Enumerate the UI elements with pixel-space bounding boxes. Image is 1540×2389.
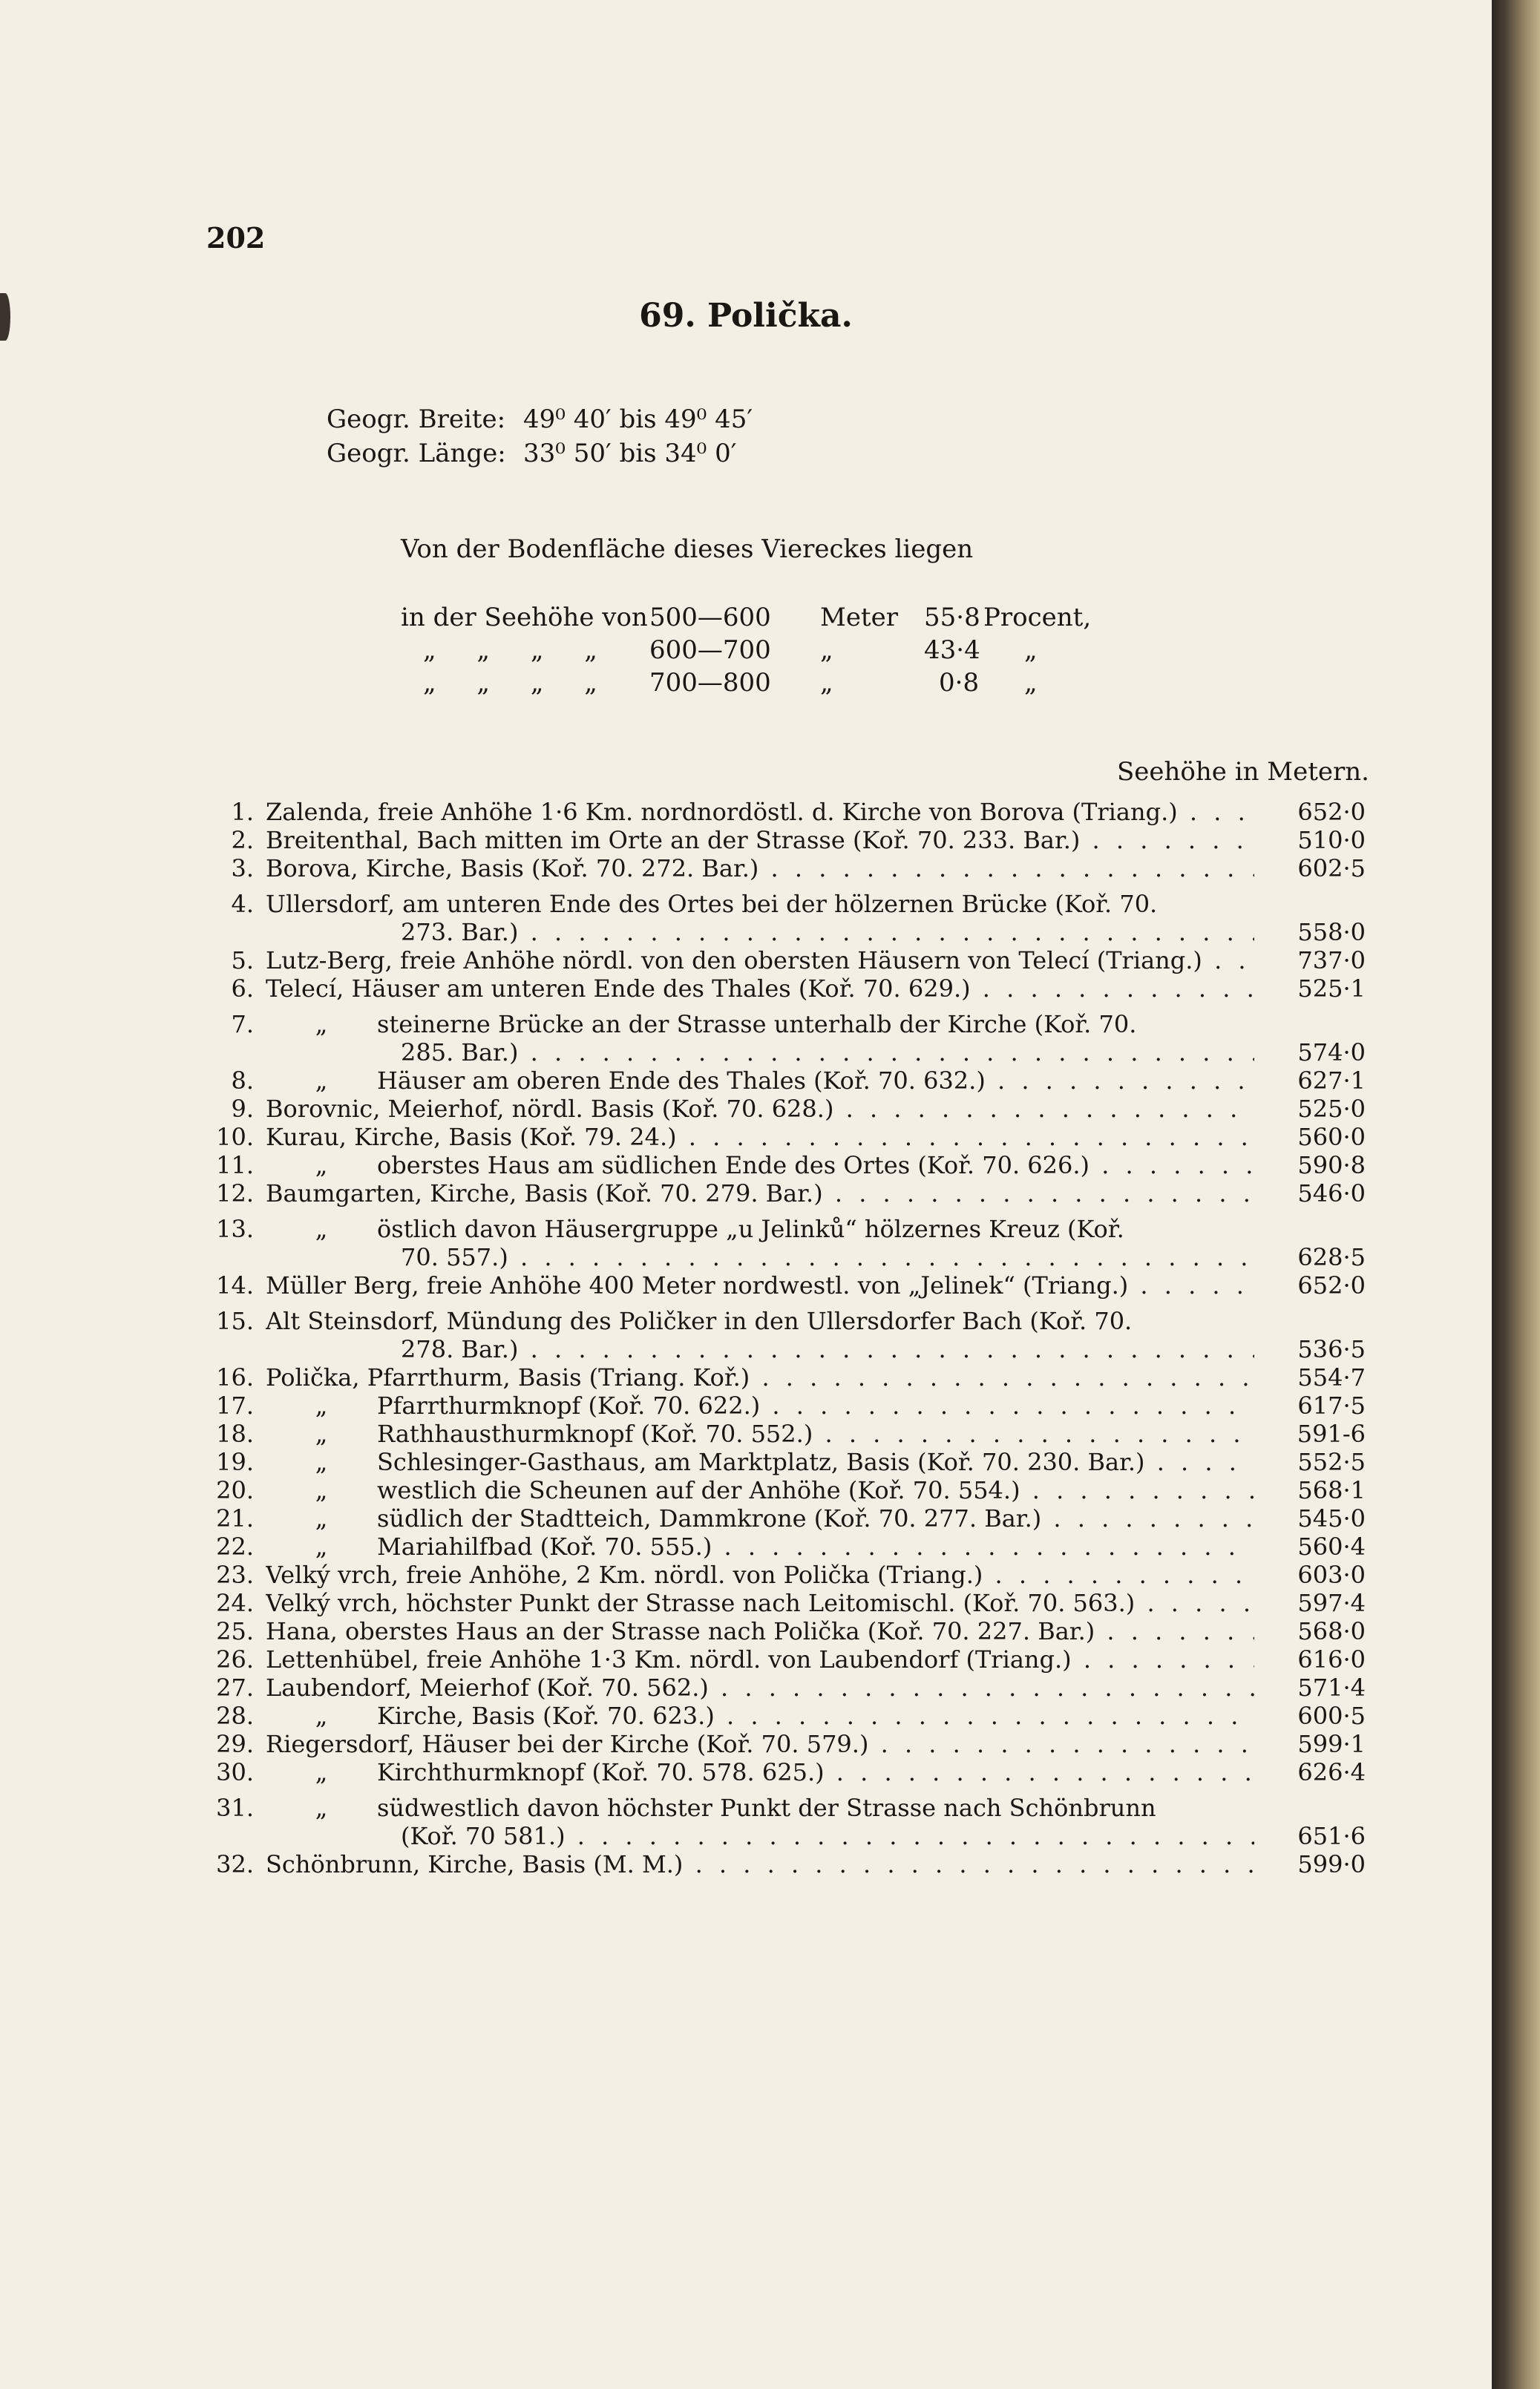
entry-description: Kirchthurmknopf (Koř. 70. 578. 625.) bbox=[377, 1758, 825, 1786]
latitude-label: Geogr. Breite: bbox=[327, 404, 506, 434]
entry-line bbox=[200, 1730, 1366, 1758]
entry-continuation-line bbox=[200, 1243, 1366, 1271]
distribution-range: 500—600 bbox=[649, 603, 771, 632]
entry-text bbox=[266, 854, 1254, 882]
entry-number: 10. bbox=[216, 1123, 254, 1151]
entry-continuation-line bbox=[200, 1822, 1366, 1850]
entry-description: Ullersdorf, am unteren Ende des Ortes bei der hölzernen Brücke (Koř. 70. bbox=[266, 890, 1158, 918]
ditto-mark: „ bbox=[315, 1066, 328, 1095]
longitude-label: Geogr. Länge: bbox=[327, 439, 506, 468]
entry-line bbox=[200, 1392, 1366, 1420]
entry-continuation: 285. Bar.) . . . bbox=[401, 1038, 1254, 1066]
entry-line bbox=[200, 1307, 1366, 1335]
entry-continuation-line bbox=[200, 1038, 1366, 1066]
entry-number: 13. bbox=[216, 1215, 254, 1243]
entry-description: Hana, oberstes Haus an der Strasse nach Polička (Koř. 70. 227. Bar.) bbox=[266, 1617, 1095, 1645]
entry-elevation: 558·0 bbox=[1297, 918, 1366, 946]
elevation-entry bbox=[200, 1420, 1366, 1448]
entry-elevation: 568·1 bbox=[1297, 1476, 1366, 1504]
entry-elevation: 616·0 bbox=[1297, 1645, 1366, 1674]
entry-description: Lettenhübel, freie Anhöhe 1·3 Km. nördl. von Laubendorf (Triang.) bbox=[266, 1645, 1072, 1674]
entry-text bbox=[266, 1702, 1254, 1730]
entry-line bbox=[200, 1476, 1366, 1504]
section-title bbox=[0, 297, 1492, 335]
entry-text bbox=[266, 826, 1254, 854]
entry-text bbox=[266, 1533, 1254, 1561]
entry-text bbox=[266, 1448, 1254, 1476]
ditto-mark: „ bbox=[315, 1702, 328, 1730]
entry-continuation-line bbox=[200, 918, 1366, 946]
entry-line bbox=[200, 1010, 1366, 1038]
entry-description: steinerne Brücke an der Strasse unterhalb der Kirche (Koř. 70. bbox=[377, 1010, 1137, 1038]
entry-elevation: 574·0 bbox=[1297, 1038, 1366, 1066]
geo-coordinates bbox=[327, 402, 753, 471]
elevation-entry bbox=[200, 1730, 1366, 1758]
entry-line bbox=[200, 1617, 1366, 1645]
ditto-mark: „ bbox=[315, 1794, 328, 1822]
entry-description: Mariahilfbad (Koř. 70. 555.) bbox=[377, 1533, 712, 1561]
elevation-entry bbox=[200, 1179, 1366, 1207]
entry-number: 25. bbox=[216, 1617, 254, 1645]
entry-description: südwestlich davon höchster Punkt der Strasse nach Schönbrunn bbox=[377, 1794, 1156, 1822]
entry-elevation: 536·5 bbox=[1297, 1335, 1366, 1363]
distribution-suffix: „ bbox=[1024, 668, 1038, 698]
elevation-entry bbox=[200, 1123, 1366, 1151]
entry-number: 21. bbox=[216, 1504, 254, 1533]
elevation-entry bbox=[200, 1066, 1366, 1095]
entry-elevation: 737·0 bbox=[1297, 946, 1366, 974]
ditto-mark: „ bbox=[315, 1758, 328, 1786]
latitude-row bbox=[327, 402, 753, 436]
entry-text bbox=[266, 1307, 1254, 1335]
elevation-entry bbox=[200, 1207, 1366, 1271]
entry-line bbox=[200, 826, 1366, 854]
entry-text bbox=[266, 1215, 1254, 1243]
entry-text bbox=[266, 1066, 1254, 1095]
entry-number: 4. bbox=[231, 890, 254, 918]
entry-description: westlich die Scheunen auf der Anhöhe (Koř. 70. 554.) bbox=[377, 1476, 1020, 1504]
entry-description: Velký vrch, freie Anhöhe, 2 Km. nördl. von Polička (Triang.) bbox=[266, 1561, 983, 1589]
entry-elevation: 651·6 bbox=[1297, 1822, 1366, 1850]
elevation-entry bbox=[200, 946, 1366, 974]
distribution-range: 700—800 bbox=[649, 668, 771, 698]
entry-line bbox=[200, 1758, 1366, 1786]
elevation-entry bbox=[200, 1786, 1366, 1850]
entry-elevation: 628·5 bbox=[1297, 1243, 1366, 1271]
entry-description: Pfarrthurmknopf (Koř. 70. 622.) bbox=[377, 1392, 761, 1420]
longitude-row bbox=[327, 436, 753, 471]
entry-line bbox=[200, 1066, 1366, 1095]
elevation-entry bbox=[200, 1504, 1366, 1533]
elevation-list bbox=[200, 798, 1366, 1878]
entry-text bbox=[266, 1392, 1254, 1420]
entry-number: 23. bbox=[216, 1561, 254, 1589]
entry-number: 27. bbox=[216, 1674, 254, 1702]
elevation-entry bbox=[200, 1702, 1366, 1730]
entry-number: 29. bbox=[216, 1730, 254, 1758]
distribution-percent: 55·8 bbox=[924, 603, 980, 632]
elevation-entry bbox=[200, 1561, 1366, 1589]
entry-elevation: 560·4 bbox=[1297, 1533, 1366, 1561]
entry-elevation: 603·0 bbox=[1297, 1561, 1366, 1589]
entry-elevation: 626·4 bbox=[1297, 1758, 1366, 1786]
distribution-unit: „ bbox=[820, 635, 833, 665]
entry-description: Velký vrch, höchster Punkt der Strasse nach Leitomischl. (Koř. 70. 563.) bbox=[266, 1589, 1136, 1617]
entry-description: Riegersdorf, Häuser bei der Kirche (Koř. 70. 579.) bbox=[266, 1730, 869, 1758]
entry-line bbox=[200, 1271, 1366, 1300]
distribution-unit: „ bbox=[820, 668, 833, 698]
entry-number: 14. bbox=[216, 1271, 254, 1300]
elevation-entry bbox=[200, 1271, 1366, 1300]
elevation-entry bbox=[200, 1448, 1366, 1476]
entry-number: 11. bbox=[216, 1151, 254, 1179]
entry-line bbox=[200, 1702, 1366, 1730]
entry-description: Breitenthal, Bach mitten im Orte an der Strasse (Koř. 70. 233. Bar.) bbox=[266, 826, 1081, 854]
entry-text bbox=[266, 1850, 1254, 1878]
intro-text: Von der Bodenfläche dieses Viereckes liegen bbox=[401, 534, 974, 564]
latitude-value: 49⁰ 40′ bis 49⁰ 45′ bbox=[523, 404, 753, 434]
entry-description: südlich der Stadtteich, Dammkrone (Koř. 70. 277. Bar.) bbox=[377, 1504, 1042, 1533]
entry-number: 16. bbox=[216, 1363, 254, 1392]
entry-number: 8. bbox=[231, 1066, 254, 1095]
section-title-text: 69. Polička. bbox=[639, 297, 853, 335]
entry-text bbox=[266, 1095, 1254, 1123]
entry-elevation: 554·7 bbox=[1297, 1363, 1366, 1392]
entry-text bbox=[266, 1674, 1254, 1702]
distribution-unit: Meter bbox=[820, 603, 898, 632]
entry-description: Kirche, Basis (Koř. 70. 623.) bbox=[377, 1702, 715, 1730]
entry-description: Kurau, Kirche, Basis (Koř. 79. 24.) bbox=[266, 1123, 677, 1151]
entry-text bbox=[266, 1151, 1254, 1179]
entry-description: Baumgarten, Kirche, Basis (Koř. 70. 279. Bar.) bbox=[266, 1179, 823, 1207]
entry-text bbox=[266, 1420, 1254, 1448]
entry-description: Borovnic, Meierhof, nördl. Basis (Koř. 70. 628.) bbox=[266, 1095, 834, 1123]
entry-description: Häuser am oberen Ende des Thales (Koř. 70. 632.) bbox=[377, 1066, 986, 1095]
entry-elevation: 525·1 bbox=[1297, 974, 1366, 1003]
distribution-prefix: „ „ „ „ bbox=[423, 668, 614, 698]
entry-text bbox=[266, 1363, 1254, 1392]
entry-line bbox=[200, 1794, 1366, 1822]
entry-line bbox=[200, 974, 1366, 1003]
entry-number: 26. bbox=[216, 1645, 254, 1674]
distribution-suffix: „ bbox=[1024, 635, 1038, 665]
entry-number: 1. bbox=[231, 798, 254, 826]
entry-elevation: 590·8 bbox=[1297, 1151, 1366, 1179]
entry-continuation: 273. Bar.) . . . bbox=[401, 918, 1254, 946]
elevation-entry bbox=[200, 1095, 1366, 1123]
elevation-entry bbox=[200, 854, 1366, 882]
entry-elevation: 525·0 bbox=[1297, 1095, 1366, 1123]
entry-line bbox=[200, 1095, 1366, 1123]
entry-continuation: 70. 557.) . . . bbox=[401, 1243, 1254, 1271]
elevation-entry bbox=[200, 1645, 1366, 1674]
ditto-mark: „ bbox=[315, 1504, 328, 1533]
entry-elevation: 599·1 bbox=[1297, 1730, 1366, 1758]
entry-continuation-line bbox=[200, 1335, 1366, 1363]
longitude-value: 33⁰ 50′ bis 34⁰ 0′ bbox=[523, 439, 737, 468]
entry-description: Schlesinger-Gasthaus, am Marktplatz, Basis (Koř. 70. 230. Bar.) bbox=[377, 1448, 1145, 1476]
entry-text bbox=[266, 974, 1254, 1003]
entry-text bbox=[266, 1589, 1254, 1617]
entry-number: 9. bbox=[231, 1095, 254, 1123]
entry-description: Schönbrunn, Kirche, Basis (M. M.) bbox=[266, 1850, 684, 1878]
entry-elevation: 560·0 bbox=[1297, 1123, 1366, 1151]
entry-elevation: 591-6 bbox=[1297, 1420, 1366, 1448]
entry-number: 32. bbox=[216, 1850, 254, 1878]
entry-text bbox=[266, 1561, 1254, 1589]
entry-number: 7. bbox=[231, 1010, 254, 1038]
elevation-entry bbox=[200, 1589, 1366, 1617]
entry-elevation: 617·5 bbox=[1297, 1392, 1366, 1420]
entry-number: 28. bbox=[216, 1702, 254, 1730]
entry-text bbox=[266, 1645, 1254, 1674]
elevation-entry bbox=[200, 1392, 1366, 1420]
entry-line bbox=[200, 1504, 1366, 1533]
entry-line bbox=[200, 1674, 1366, 1702]
entry-line bbox=[200, 1151, 1366, 1179]
entry-number: 19. bbox=[216, 1448, 254, 1476]
entry-number: 5. bbox=[231, 946, 254, 974]
distribution-range: 600—700 bbox=[649, 635, 771, 665]
distribution-prefix: in der Seehöhe von bbox=[401, 603, 648, 632]
ditto-mark: „ bbox=[315, 1151, 328, 1179]
distribution-percent: 0·8 bbox=[939, 668, 980, 698]
entry-number: 15. bbox=[216, 1307, 254, 1335]
elevation-entry bbox=[200, 798, 1366, 826]
entry-description: Polička, Pfarrthurm, Basis (Triang. Koř.) bbox=[266, 1363, 750, 1392]
page-number: 202 bbox=[206, 221, 266, 255]
entry-line bbox=[200, 1645, 1366, 1674]
entry-elevation: 552·5 bbox=[1297, 1448, 1366, 1476]
entry-line bbox=[200, 1215, 1366, 1243]
entry-elevation: 600·5 bbox=[1297, 1702, 1366, 1730]
entry-description: Alt Steinsdorf, Mündung des Poličker in den Ullersdorfer Bach (Koř. 70. bbox=[266, 1307, 1133, 1335]
elevation-entry bbox=[200, 1476, 1366, 1504]
entry-number: 30. bbox=[216, 1758, 254, 1786]
entry-line bbox=[200, 1363, 1366, 1392]
entry-description: Laubendorf, Meierhof (Koř. 70. 562.) bbox=[266, 1674, 709, 1702]
entry-line bbox=[200, 1561, 1366, 1589]
entry-text bbox=[266, 1794, 1254, 1822]
entry-text bbox=[266, 1758, 1254, 1786]
entry-text bbox=[266, 1010, 1254, 1038]
entry-text bbox=[266, 1123, 1254, 1151]
entry-elevation: 510·0 bbox=[1297, 826, 1366, 854]
entry-elevation: 599·0 bbox=[1297, 1850, 1366, 1878]
entry-description: Borova, Kirche, Basis (Koř. 70. 272. Bar.) bbox=[266, 854, 759, 882]
elevation-entry bbox=[200, 974, 1366, 1003]
entry-elevation: 568·0 bbox=[1297, 1617, 1366, 1645]
entry-text bbox=[266, 1730, 1254, 1758]
elevation-entry bbox=[200, 882, 1366, 946]
distribution-prefix: „ „ „ „ bbox=[423, 635, 614, 665]
ditto-mark: „ bbox=[315, 1215, 328, 1243]
unit-label: Seehöhe in Metern. bbox=[1117, 757, 1369, 787]
entry-number: 22. bbox=[216, 1533, 254, 1561]
entry-continuation: (Koř. 70 581.) . . . bbox=[401, 1822, 1254, 1850]
entry-number: 31. bbox=[216, 1794, 254, 1822]
book-spine bbox=[1492, 0, 1540, 2389]
elevation-entry bbox=[200, 1003, 1366, 1066]
entry-elevation: 597·4 bbox=[1297, 1589, 1366, 1617]
entry-text bbox=[266, 1476, 1254, 1504]
entry-text bbox=[266, 1271, 1254, 1300]
ditto-mark: „ bbox=[315, 1010, 328, 1038]
elevation-entry bbox=[200, 1533, 1366, 1561]
elevation-entry bbox=[200, 1363, 1366, 1392]
entry-line bbox=[200, 1123, 1366, 1151]
ditto-mark: „ bbox=[315, 1448, 328, 1476]
entry-elevation: 627·1 bbox=[1297, 1066, 1366, 1095]
entry-text bbox=[266, 1504, 1254, 1533]
ditto-mark: „ bbox=[315, 1476, 328, 1504]
elevation-entry bbox=[200, 826, 1366, 854]
entry-line bbox=[200, 1533, 1366, 1561]
entry-description: Müller Berg, freie Anhöhe 400 Meter nordwestl. von „Jelinek“ (Triang.) bbox=[266, 1271, 1129, 1300]
elevation-entry bbox=[200, 1617, 1366, 1645]
entry-line bbox=[200, 890, 1366, 918]
entry-number: 3. bbox=[231, 854, 254, 882]
entry-description: Telecí, Häuser am unteren Ende des Thales (Koř. 70. 629.) bbox=[266, 974, 971, 1003]
entry-number: 17. bbox=[216, 1392, 254, 1420]
elevation-entry bbox=[200, 1850, 1366, 1878]
entry-description: Lutz-Berg, freie Anhöhe nördl. von den obersten Häusern von Telecí (Triang.) bbox=[266, 946, 1202, 974]
ditto-mark: „ bbox=[315, 1420, 328, 1448]
elevation-entry bbox=[200, 1300, 1366, 1363]
ditto-mark: „ bbox=[315, 1392, 328, 1420]
entry-continuation: 278. Bar.) . . . bbox=[401, 1335, 1254, 1363]
distribution-suffix: Procent, bbox=[983, 603, 1092, 632]
entry-elevation: 602·5 bbox=[1297, 854, 1366, 882]
entry-line bbox=[200, 1850, 1366, 1878]
entry-number: 18. bbox=[216, 1420, 254, 1448]
entry-description: Zalenda, freie Anhöhe 1·6 Km. nordnordöstl. d. Kirche von Borova (Triang.) bbox=[266, 798, 1178, 826]
entry-number: 6. bbox=[231, 974, 254, 1003]
entry-number: 20. bbox=[216, 1476, 254, 1504]
entry-text bbox=[266, 1179, 1254, 1207]
entry-elevation: 571·4 bbox=[1297, 1674, 1366, 1702]
elevation-entry bbox=[200, 1758, 1366, 1786]
entry-number: 24. bbox=[216, 1589, 254, 1617]
entry-line bbox=[200, 1448, 1366, 1476]
entry-description: oberstes Haus am südlichen Ende des Ortes (Koř. 70. 626.) bbox=[377, 1151, 1090, 1179]
entry-line bbox=[200, 1179, 1366, 1207]
entry-line bbox=[200, 854, 1366, 882]
entry-elevation: 546·0 bbox=[1297, 1179, 1366, 1207]
entry-text bbox=[266, 798, 1254, 826]
entry-line bbox=[200, 798, 1366, 826]
entry-number: 12. bbox=[216, 1179, 254, 1207]
entry-line bbox=[200, 946, 1366, 974]
entry-description: östlich davon Häusergruppe „u Jelinků“ hölzernes Kreuz (Koř. bbox=[377, 1215, 1124, 1243]
elevation-entry bbox=[200, 1674, 1366, 1702]
entry-number: 2. bbox=[231, 826, 254, 854]
entry-text bbox=[266, 1617, 1254, 1645]
entry-elevation: 652·0 bbox=[1297, 1271, 1366, 1300]
entry-elevation: 652·0 bbox=[1297, 798, 1366, 826]
distribution-percent: 43·4 bbox=[924, 635, 980, 665]
entry-line bbox=[200, 1420, 1366, 1448]
ditto-mark: „ bbox=[315, 1533, 328, 1561]
entry-description: Rathhausthurmknopf (Koř. 70. 552.) bbox=[377, 1420, 813, 1448]
entry-line bbox=[200, 1589, 1366, 1617]
entry-elevation: 545·0 bbox=[1297, 1504, 1366, 1533]
entry-text bbox=[266, 890, 1254, 918]
entry-text bbox=[266, 946, 1254, 974]
elevation-entry bbox=[200, 1151, 1366, 1179]
